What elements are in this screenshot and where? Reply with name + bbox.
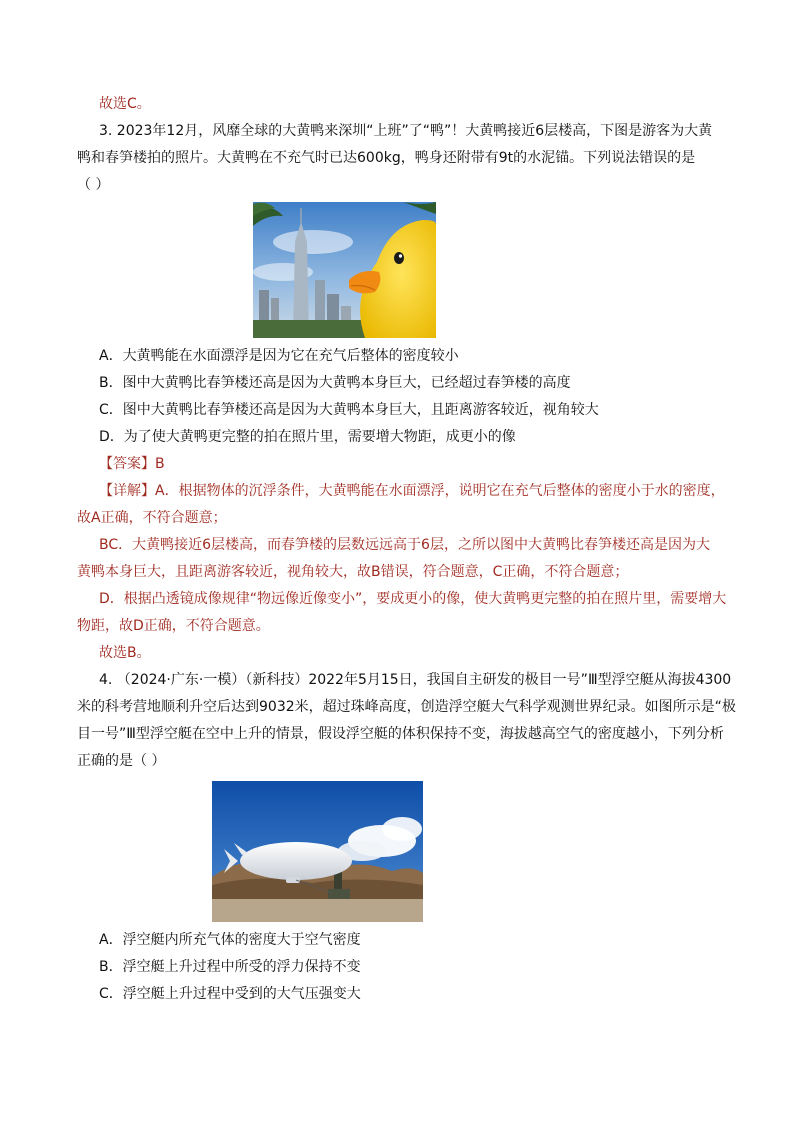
q4-stem-line-1: 4. （2024·广东·一模）（新科技）2022年5月15日，我国自主研发的极目一号”Ⅲ型浮空艇从海拔4300 — [99, 672, 732, 688]
q4-option-a: A．浮空艇内所充气体的密度大于空气密度 — [99, 932, 361, 948]
q3-explain-line-6: 物距，故D正确，不符合题意。 — [77, 618, 270, 634]
q3-stem-line-1: 3. 2023年12月，风靡全球的大黄鸭来深圳“上班”了“鸭”！大黄鸭接近6层楼高，下图是游客为大黄 — [99, 123, 713, 139]
q3-explain-line-1: 【详解】A．根据物体的沉浮条件，大黄鸭能在水面漂浮，说明它在充气后整体的密度小于水的密度， — [99, 483, 725, 499]
q3-explain-line-3: BC．大黄鸭接近6层楼高，而春笋楼的层数远远高于6层，之所以图中大黄鸭比春笋楼还高是因为大 — [99, 537, 710, 553]
q3-explain-line-4: 黄鸭本身巨大，且距离游客较近，视角较大，故B错误，符合题意，C正确，不符合题意； — [77, 564, 629, 580]
q3-explain-line-5: D．根据凸透镜成像规律“物远像近像变小”，要成更小的像，使大黄鸭更完整的拍在照片里，需要增大 — [99, 591, 727, 607]
q3-stem-line-2: 鸭和春笋楼拍的照片。大黄鸭在不充气时已达600kg，鸭身还附带有9t的水泥锚。下列说法错误的是 — [77, 150, 696, 166]
q3-stem-line-3: （ ） — [77, 177, 110, 193]
q4-option-b: B．浮空艇上升过程中所受的浮力保持不变 — [99, 959, 361, 975]
q4-option-c: C．浮空艇上升过程中受到的大气压强变大 — [99, 986, 361, 1002]
q3-conclusion: 故选B。 — [99, 645, 151, 661]
q4-stem-line-3: 目一号”Ⅲ型浮空艇在空中上升的情景，假设浮空艇的体积保持不变，海拔越高空气的密度越小，下列分析 — [77, 726, 724, 742]
q2-conclusion: 故选C。 — [99, 96, 151, 112]
q3-answer: 【答案】B — [99, 456, 165, 472]
q3-option-a: A．大黄鸭能在水面漂浮是因为它在充气后整体的密度较小 — [99, 348, 459, 364]
duck-and-tower-photo — [253, 202, 436, 338]
q4-stem-line-4: 正确的是（ ） — [77, 753, 166, 769]
q4-stem-line-2: 米的科考营地顺利升空后达到9032米，超过珠峰高度，创造浮空艇大气科学观测世界纪录。如图所示是“极 — [77, 699, 736, 715]
q3-option-c: C．图中大黄鸭比春笋楼还高是因为大黄鸭本身巨大，且距离游客较近，视角较大 — [99, 402, 599, 418]
airship-photo — [212, 781, 423, 922]
q3-option-d: D．为了使大黄鸭更完整的拍在照片里，需要增大物距，成更小的像 — [99, 429, 516, 445]
q3-option-b: B．图中大黄鸭比春笋楼还高是因为大黄鸭本身巨大，已经超过春笋楼的高度 — [99, 375, 571, 391]
q3-explain-line-2: 故A正确，不符合题意； — [77, 510, 227, 526]
